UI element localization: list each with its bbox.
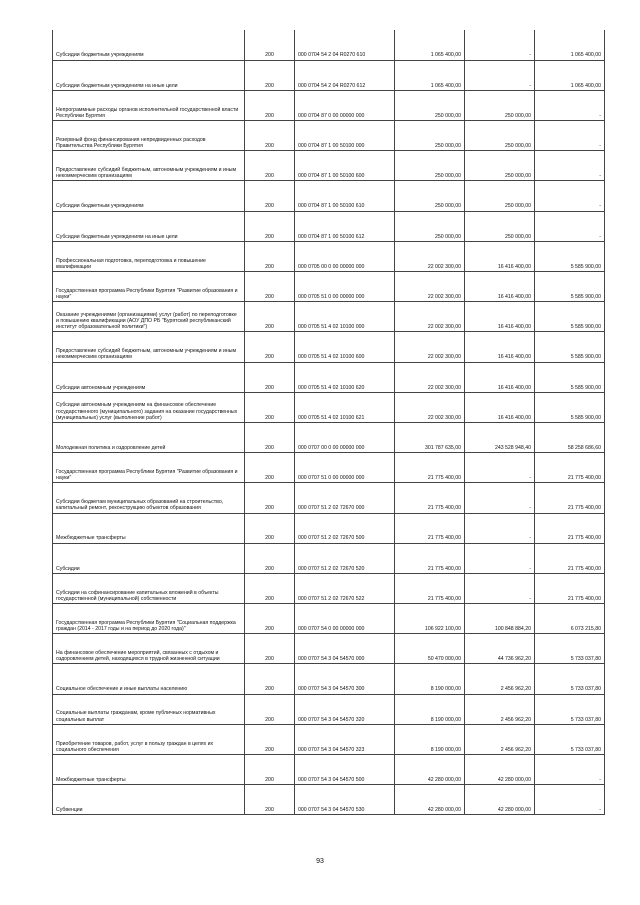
- table-row: [53, 694, 605, 724]
- table-row: [53, 90, 605, 120]
- row-admin-code-cell: 200: [245, 785, 295, 815]
- row-classification-code-cell: 000 0704 87 1 00 50100 612: [295, 211, 395, 241]
- row-classification-code-cell: 000 0704 87 0 00 00000 000: [295, 90, 395, 120]
- table-row: [53, 664, 605, 694]
- row-unexecuted-amount-cell: 1 065 400,00: [535, 60, 605, 90]
- row-executed-amount-cell: 243 528 948,40: [465, 422, 535, 452]
- row-approved-amount-cell: 250 000,00: [395, 211, 465, 241]
- row-admin-code-cell: 200: [245, 392, 295, 422]
- row-approved-amount-cell: 1 065 400,00: [395, 60, 465, 90]
- row-executed-amount-cell: 250 000,00: [465, 90, 535, 120]
- row-unexecuted-amount-cell: 21 775 400,00: [535, 453, 605, 483]
- row-classification-code-cell: 000 0707 51 2 02 72670 520: [295, 543, 395, 573]
- row-name-cell: Субсидии бюджетным учреждениям: [53, 30, 245, 60]
- table-row: [53, 543, 605, 573]
- table-row: [53, 755, 605, 785]
- row-unexecuted-amount-cell: -: [535, 211, 605, 241]
- row-classification-code-cell: 000 0707 00 0 00 00000 000: [295, 422, 395, 452]
- table-row: [53, 573, 605, 603]
- table-row: [53, 483, 605, 513]
- row-executed-amount-cell: 2 456 962,20: [465, 664, 535, 694]
- table-row: [53, 302, 605, 332]
- row-classification-code-cell: 000 0704 87 1 00 50100 600: [295, 151, 395, 181]
- row-approved-amount-cell: 8 190 000,00: [395, 694, 465, 724]
- row-executed-amount-cell: 16 416 400,00: [465, 241, 535, 271]
- table-row: [53, 211, 605, 241]
- page-number: 93: [316, 858, 324, 865]
- row-unexecuted-amount-cell: 5 733 037,80: [535, 634, 605, 664]
- row-unexecuted-amount-cell: 58 258 686,60: [535, 422, 605, 452]
- row-name-cell: Оказание учреждениями (организациями) услуг (работ) по переподготовке и повышению квалификации (АОУ ДПО РБ "Бурятский республиканский институт образовательной политики"): [53, 302, 245, 332]
- table-row: [53, 181, 605, 211]
- row-approved-amount-cell: 42 280 000,00: [395, 755, 465, 785]
- table-row: [53, 332, 605, 362]
- row-classification-code-cell: 000 0707 54 3 04 54570 500: [295, 755, 395, 785]
- row-admin-code-cell: 200: [245, 332, 295, 362]
- row-approved-amount-cell: 301 787 635,00: [395, 422, 465, 452]
- row-approved-amount-cell: 50 470 000,00: [395, 634, 465, 664]
- row-executed-amount-cell: 250 000,00: [465, 121, 535, 151]
- row-unexecuted-amount-cell: 1 065 400,00: [535, 30, 605, 60]
- row-unexecuted-amount-cell: 5 733 037,80: [535, 664, 605, 694]
- row-executed-amount-cell: 250 000,00: [465, 181, 535, 211]
- row-admin-code-cell: 200: [245, 272, 295, 302]
- row-admin-code-cell: 200: [245, 211, 295, 241]
- row-admin-code-cell: 200: [245, 422, 295, 452]
- row-approved-amount-cell: 21 775 400,00: [395, 513, 465, 543]
- row-classification-code-cell: 000 0705 51 4 02 10100 621: [295, 392, 395, 422]
- row-classification-code-cell: 000 0707 51 2 02 72670 522: [295, 573, 395, 603]
- row-admin-code-cell: 200: [245, 30, 295, 60]
- row-unexecuted-amount-cell: 5 585 900,00: [535, 241, 605, 271]
- row-name-cell: Предоставление субсидий бюджетным, автономным учреждениям и иным некоммерческим организациям: [53, 151, 245, 181]
- row-unexecuted-amount-cell: 5 585 900,00: [535, 272, 605, 302]
- row-approved-amount-cell: 250 000,00: [395, 181, 465, 211]
- row-executed-amount-cell: 2 456 962,20: [465, 694, 535, 724]
- row-name-cell: Социальные выплаты гражданам, кроме публичных нормативных социальных выплат: [53, 694, 245, 724]
- row-approved-amount-cell: 106 922 100,00: [395, 604, 465, 634]
- table-row: [53, 453, 605, 483]
- budget-table: [52, 30, 605, 815]
- row-admin-code-cell: 200: [245, 634, 295, 664]
- row-unexecuted-amount-cell: 5 585 900,00: [535, 332, 605, 362]
- table-row: [53, 785, 605, 815]
- row-admin-code-cell: 200: [245, 755, 295, 785]
- row-executed-amount-cell: -: [465, 30, 535, 60]
- row-classification-code-cell: 000 0705 51 4 02 10100 600: [295, 332, 395, 362]
- row-admin-code-cell: 200: [245, 121, 295, 151]
- row-classification-code-cell: 000 0707 54 3 04 54570 000: [295, 634, 395, 664]
- row-classification-code-cell: 000 0707 54 3 04 54570 530: [295, 785, 395, 815]
- row-classification-code-cell: 000 0707 54 3 04 54570 323: [295, 724, 395, 754]
- row-classification-code-cell: 000 0705 00 0 00 00000 000: [295, 241, 395, 271]
- row-unexecuted-amount-cell: 21 775 400,00: [535, 483, 605, 513]
- row-unexecuted-amount-cell: 5 585 900,00: [535, 302, 605, 332]
- row-classification-code-cell: 000 0705 51 4 02 10100 000: [295, 302, 395, 332]
- row-admin-code-cell: 200: [245, 513, 295, 543]
- row-unexecuted-amount-cell: -: [535, 755, 605, 785]
- row-executed-amount-cell: -: [465, 573, 535, 603]
- row-unexecuted-amount-cell: 5 733 037,80: [535, 724, 605, 754]
- row-executed-amount-cell: 16 416 400,00: [465, 362, 535, 392]
- row-name-cell: Молодежная политика и оздоровление детей: [53, 422, 245, 452]
- row-approved-amount-cell: 21 775 400,00: [395, 573, 465, 603]
- row-name-cell: Государственная программа Республики Бурятия "Развитие образования и науки": [53, 272, 245, 302]
- row-admin-code-cell: 200: [245, 573, 295, 603]
- row-classification-code-cell: 000 0705 51 0 00 00000 000: [295, 272, 395, 302]
- row-name-cell: Субсидии бюджетам муниципальных образований на строительство, капитальный ремонт, реконструкцию объектов образования: [53, 483, 245, 513]
- row-unexecuted-amount-cell: 5 585 900,00: [535, 392, 605, 422]
- row-approved-amount-cell: 8 190 000,00: [395, 724, 465, 754]
- table-row: [53, 513, 605, 543]
- row-executed-amount-cell: 16 416 400,00: [465, 332, 535, 362]
- table-row: [53, 634, 605, 664]
- row-unexecuted-amount-cell: -: [535, 181, 605, 211]
- row-admin-code-cell: 200: [245, 241, 295, 271]
- row-name-cell: Государственная программа Республики Бурятия "Развитие образования и науки": [53, 453, 245, 483]
- table-row: [53, 392, 605, 422]
- row-executed-amount-cell: 250 000,00: [465, 151, 535, 181]
- row-executed-amount-cell: -: [465, 543, 535, 573]
- row-classification-code-cell: 000 0705 51 4 02 10100 620: [295, 362, 395, 392]
- row-approved-amount-cell: 250 000,00: [395, 90, 465, 120]
- row-name-cell: Приобретение товаров, работ, услуг в пользу граждан в целях их социального обеспечения: [53, 724, 245, 754]
- row-admin-code-cell: 200: [245, 483, 295, 513]
- row-approved-amount-cell: 21 775 400,00: [395, 543, 465, 573]
- row-classification-code-cell: 000 0704 54 2 04 R0270 612: [295, 60, 395, 90]
- row-classification-code-cell: 000 0707 51 2 02 72670 000: [295, 483, 395, 513]
- row-admin-code-cell: 200: [245, 724, 295, 754]
- row-name-cell: Субсидии бюджетным учреждениям: [53, 181, 245, 211]
- row-name-cell: Субсидии на софинансирование капитальных вложений в объекты государственной (муниципальной) собственности: [53, 573, 245, 603]
- row-name-cell: Резервный фонд финансирования непредвиденных расходов Правительства Республики Бурятия: [53, 121, 245, 151]
- row-approved-amount-cell: 22 002 300,00: [395, 272, 465, 302]
- row-name-cell: Социальное обеспечение и иные выплаты населению: [53, 664, 245, 694]
- row-name-cell: Государственная программа Республики Бурятия "Социальная поддержка граждан (2014 - 2017 годы и на период до 2020 года)": [53, 604, 245, 634]
- row-unexecuted-amount-cell: -: [535, 785, 605, 815]
- row-unexecuted-amount-cell: 5 733 037,80: [535, 694, 605, 724]
- row-classification-code-cell: 000 0704 87 1 00 50100 610: [295, 181, 395, 211]
- row-executed-amount-cell: -: [465, 60, 535, 90]
- table-row: [53, 30, 605, 60]
- row-admin-code-cell: 200: [245, 664, 295, 694]
- row-executed-amount-cell: 44 736 962,20: [465, 634, 535, 664]
- row-approved-amount-cell: 42 280 000,00: [395, 785, 465, 815]
- row-admin-code-cell: 200: [245, 694, 295, 724]
- row-admin-code-cell: 200: [245, 181, 295, 211]
- row-executed-amount-cell: 16 416 400,00: [465, 302, 535, 332]
- budget-table-body: [53, 30, 605, 815]
- row-unexecuted-amount-cell: -: [535, 151, 605, 181]
- row-approved-amount-cell: 21 775 400,00: [395, 453, 465, 483]
- row-approved-amount-cell: 22 002 300,00: [395, 241, 465, 271]
- row-unexecuted-amount-cell: 21 775 400,00: [535, 513, 605, 543]
- row-approved-amount-cell: 8 190 000,00: [395, 664, 465, 694]
- row-admin-code-cell: 200: [245, 90, 295, 120]
- row-approved-amount-cell: 250 000,00: [395, 121, 465, 151]
- row-name-cell: Межбюджетные трансферты: [53, 513, 245, 543]
- row-admin-code-cell: 200: [245, 151, 295, 181]
- table-row: [53, 121, 605, 151]
- row-executed-amount-cell: -: [465, 483, 535, 513]
- table-row: [53, 151, 605, 181]
- row-approved-amount-cell: 22 002 300,00: [395, 392, 465, 422]
- row-name-cell: Субсидии автономным учреждениям: [53, 362, 245, 392]
- row-unexecuted-amount-cell: 21 775 400,00: [535, 573, 605, 603]
- row-admin-code-cell: 200: [245, 604, 295, 634]
- row-approved-amount-cell: 22 002 300,00: [395, 302, 465, 332]
- row-name-cell: На финансовое обеспечение мероприятий, связанных с отдыхом и оздоровлением детей, находящихся в трудной жизненной ситуации: [53, 634, 245, 664]
- row-unexecuted-amount-cell: 6 073 215,80: [535, 604, 605, 634]
- row-unexecuted-amount-cell: 21 775 400,00: [535, 543, 605, 573]
- row-admin-code-cell: 200: [245, 453, 295, 483]
- row-executed-amount-cell: 16 416 400,00: [465, 272, 535, 302]
- row-executed-amount-cell: 42 280 000,00: [465, 785, 535, 815]
- row-approved-amount-cell: 22 002 300,00: [395, 362, 465, 392]
- row-classification-code-cell: 000 0704 54 2 04 R0270 610: [295, 30, 395, 60]
- table-row: [53, 60, 605, 90]
- table-row: [53, 724, 605, 754]
- row-name-cell: Непрограммные расходы органов исполнительной государственной власти Республики Бурятия: [53, 90, 245, 120]
- row-executed-amount-cell: -: [465, 513, 535, 543]
- row-name-cell: Предоставление субсидий бюджетным, автономным учреждениям и иным некоммерческим организациям: [53, 332, 245, 362]
- row-executed-amount-cell: -: [465, 453, 535, 483]
- table-row: [53, 604, 605, 634]
- row-approved-amount-cell: 22 002 300,00: [395, 332, 465, 362]
- row-executed-amount-cell: 2 456 962,20: [465, 724, 535, 754]
- row-name-cell: Субсидии бюджетным учреждениям на иные цели: [53, 211, 245, 241]
- row-approved-amount-cell: 250 000,00: [395, 151, 465, 181]
- table-row: [53, 422, 605, 452]
- row-unexecuted-amount-cell: -: [535, 90, 605, 120]
- row-name-cell: Субсидии бюджетным учреждениям на иные цели: [53, 60, 245, 90]
- row-name-cell: Субсидии автономным учреждениям на финансовое обеспечение государственного (муниципального) задания на оказание государственных (муниципальных) услуг (выполнение работ): [53, 392, 245, 422]
- row-classification-code-cell: 000 0704 87 1 00 50100 000: [295, 121, 395, 151]
- row-classification-code-cell: 000 0707 54 0 00 00000 000: [295, 604, 395, 634]
- table-row: [53, 272, 605, 302]
- row-admin-code-cell: 200: [245, 302, 295, 332]
- row-executed-amount-cell: 42 280 000,00: [465, 755, 535, 785]
- row-classification-code-cell: 000 0707 54 3 04 54570 300: [295, 664, 395, 694]
- row-approved-amount-cell: 21 775 400,00: [395, 483, 465, 513]
- row-executed-amount-cell: 16 416 400,00: [465, 392, 535, 422]
- row-name-cell: Межбюджетные трансферты: [53, 755, 245, 785]
- row-classification-code-cell: 000 0707 51 0 00 00000 000: [295, 453, 395, 483]
- row-admin-code-cell: 200: [245, 60, 295, 90]
- row-name-cell: Субсидии: [53, 543, 245, 573]
- row-admin-code-cell: 200: [245, 543, 295, 573]
- table-row: [53, 241, 605, 271]
- row-admin-code-cell: 200: [245, 362, 295, 392]
- row-name-cell: Субвенции: [53, 785, 245, 815]
- table-row: [53, 362, 605, 392]
- row-unexecuted-amount-cell: -: [535, 121, 605, 151]
- row-approved-amount-cell: 1 065 400,00: [395, 30, 465, 60]
- row-classification-code-cell: 000 0707 51 2 02 72670 500: [295, 513, 395, 543]
- row-unexecuted-amount-cell: 5 585 900,00: [535, 362, 605, 392]
- row-classification-code-cell: 000 0707 54 3 04 54570 320: [295, 694, 395, 724]
- row-executed-amount-cell: 100 848 884,20: [465, 604, 535, 634]
- row-executed-amount-cell: 250 000,00: [465, 211, 535, 241]
- row-name-cell: Профессиональная подготовка, переподготовка и повышение квалификации: [53, 241, 245, 271]
